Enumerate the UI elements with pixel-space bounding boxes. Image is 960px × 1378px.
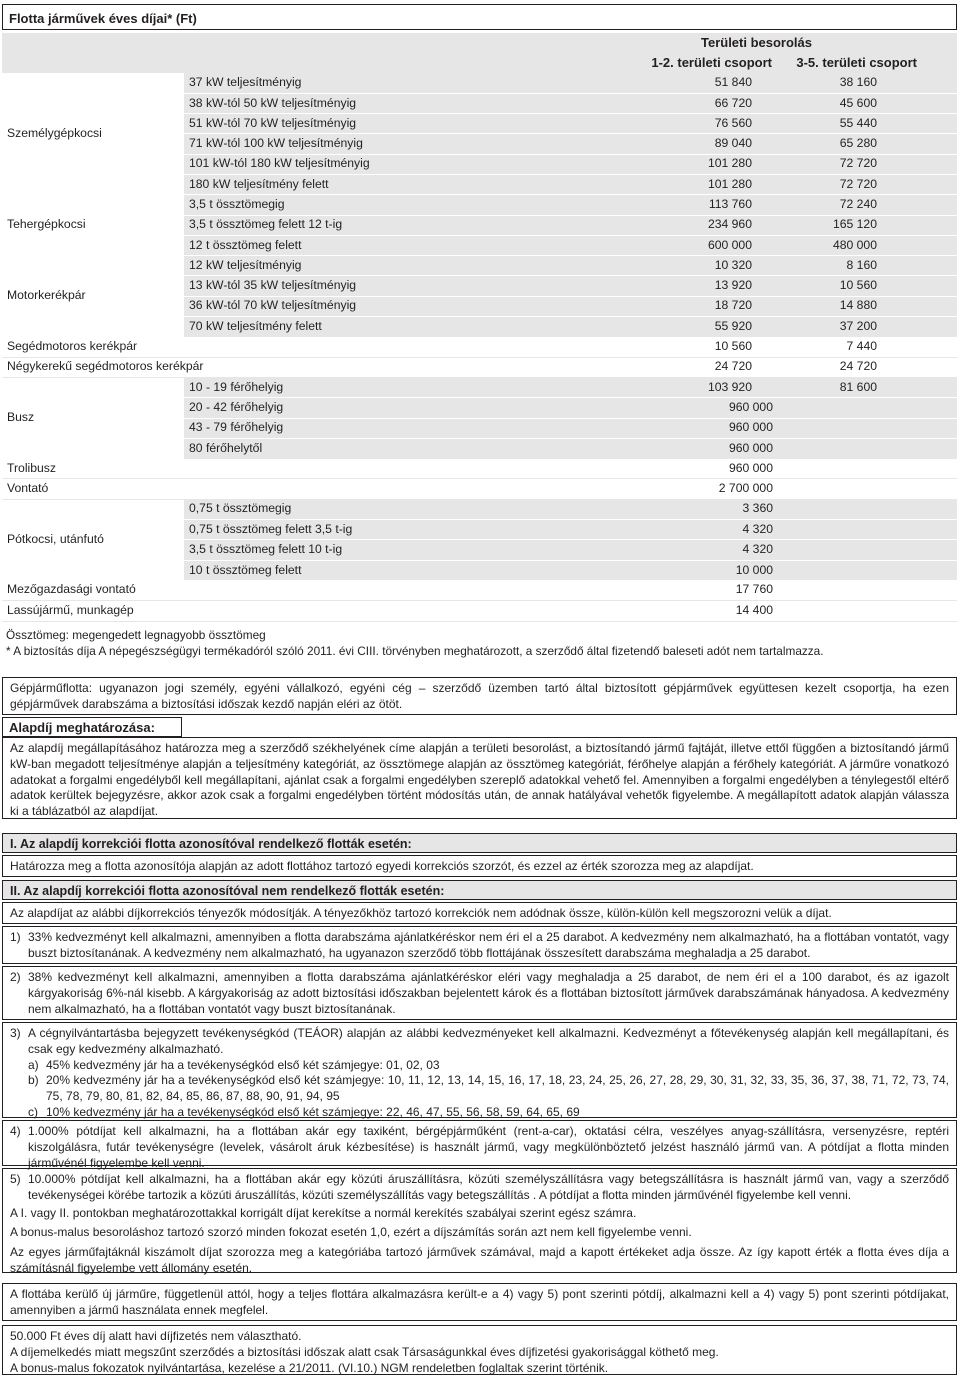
row-v2: 14 880 xyxy=(772,296,957,316)
section-2-heading: II. Az alapdíj korrekciói flotta azonosítóval nem rendelkező flották esetén: xyxy=(2,880,957,900)
row-desc: 38 kW-tól 50 kW teljesítményig xyxy=(184,93,587,113)
row-v1: 113 760 xyxy=(587,195,772,215)
row-v1: 24 720 xyxy=(587,357,772,377)
final-note-3: A bonus-malus fokozatok nyilvántartása, kezelése a 21/2011. (VI.10.) NGM rendeletben foglaltak szerint történik. xyxy=(10,1360,609,1375)
item-number: 2) xyxy=(10,970,21,984)
category-mezogazdasagi: Mezőgazdasági vontató xyxy=(2,580,587,600)
row-v2: 7 440 xyxy=(772,337,957,357)
category-vontato: Vontató xyxy=(2,479,587,499)
row-desc: 36 kW-tól 70 kW teljesítményig xyxy=(184,296,587,316)
table-row xyxy=(2,256,957,276)
row-v2: 65 280 xyxy=(772,134,957,154)
final-note-2: A díjemelkedés miatt megszűnt szerződés a biztosítási időszak alatt csak Társaságunkkal éves díjfizetési gyakorisággal köthető meg. xyxy=(10,1344,719,1359)
item-number: 3) xyxy=(10,1026,21,1040)
header-col3: 1-2. területi csoport xyxy=(587,53,772,73)
row-v2: 24 720 xyxy=(772,357,957,377)
category-tehergepkocsi: Tehergépkocsi xyxy=(7,217,86,232)
row-desc: 43 - 79 férőhelyig xyxy=(184,418,587,438)
fleet-total-note: Az egyes járműfajtáknál kiszámolt díjat szorozza meg a kategóriába tartozó járművek számával, majd a kapott értékeket adja össze. Az így kapott érték a flotta éves díja a számításnál figyelembe vett állomány esetén. xyxy=(10,1245,949,1276)
row-v2: 480 000 xyxy=(772,235,957,255)
row-desc: 71 kW-tól 100 kW teljesítményig xyxy=(184,134,587,154)
table-header-group xyxy=(2,33,957,53)
category-negykereku: Négykerekű segédmotoros kerékpár xyxy=(2,357,587,377)
category-szemelygepkocsi: Személygépkocsi xyxy=(7,125,102,140)
header-col4: 3-5. területi csoport xyxy=(772,53,957,73)
row-desc: 51 kW-tól 70 kW teljesítményig xyxy=(184,114,587,134)
row-v1: 55 920 xyxy=(587,317,772,337)
row-v2: 72 240 xyxy=(772,195,957,215)
row-v: 960 000 xyxy=(587,459,957,479)
row-v: 10 000 xyxy=(587,560,957,580)
row-v1: 51 840 xyxy=(587,73,772,93)
row-v2: 45 600 xyxy=(772,93,957,113)
row-v2: 38 160 xyxy=(772,73,957,93)
row-v1: 89 040 xyxy=(587,134,772,154)
row-v: 14 400 xyxy=(587,601,957,621)
row-v: 17 760 xyxy=(587,580,957,600)
table-notes xyxy=(6,628,956,659)
row-desc: 12 t össztömeg felett xyxy=(184,235,587,255)
row-desc: 3,5 t össztömegig xyxy=(184,195,587,215)
row-v1: 10 320 xyxy=(587,256,772,276)
row-desc: 0,75 t össztömeg felett 3,5 t-ig xyxy=(184,520,587,540)
title-box xyxy=(2,4,957,30)
alapdij-box xyxy=(2,737,957,819)
table-header-cols xyxy=(2,53,957,73)
row-desc: 0,75 t össztömegig xyxy=(184,499,587,519)
row-v1: 600 000 xyxy=(587,235,772,255)
row-v2: 10 560 xyxy=(772,276,957,296)
category-lassujarmu: Lassújármű, munkagép xyxy=(2,601,587,621)
section-2-item-3 xyxy=(2,1022,957,1118)
row-v2: 37 200 xyxy=(772,317,957,337)
row-desc: 20 - 42 férőhelyig xyxy=(184,398,587,418)
bonus-malus-note: A bonus-malus besoroláshoz tartozó szorzó minden fokozat esetén 1,0, ezért a díjszámítás során azt nem kell figyelembe venni. xyxy=(10,1225,692,1240)
category-busz: Busz xyxy=(7,410,35,425)
table-row xyxy=(2,479,957,499)
row-v1: 103 920 xyxy=(587,377,772,397)
rounding-rule: A I. vagy II. pontokban meghatározottakkal korrigált díjat kerekítse a normál kerekítés szabályai szerint egész számra. xyxy=(10,1205,637,1220)
table-row xyxy=(2,580,957,600)
subitem-letter: a) xyxy=(28,1057,39,1072)
row-v: 960 000 xyxy=(587,398,957,418)
section-1-text: Határozza meg a flotta azonosítója alapján az adott flottához tartozó egyedi korrekciós szorzót, és ezzel az érték szorozza meg az alapdíjat. xyxy=(2,855,957,877)
item-number: 4) xyxy=(10,1124,21,1138)
row-desc: 10 t össztömeg felett xyxy=(184,560,587,580)
table-row xyxy=(2,195,957,215)
page-title: Flotta járművek éves díjai* (Ft) xyxy=(9,11,197,26)
new-vehicle-text: A flottába kerülő új járműre, függetlenül attól, hogy a teljes flottára alkalmazásra került-e a 4) vagy 5) pont szerinti pótdíj, alkalmazni kell a 4) vagy 5) pont szerinti pótdíjakat, amennyiben a jármű használata ennek megfelel. xyxy=(10,1287,949,1317)
subitem-text: 10% kedvezmény jár ha a tevékenységkód első két számjegye: 22, 46, 47, 55, 56, 58, 59, 64, 65, 69 xyxy=(46,1105,580,1120)
category-segedmotoros: Segédmotoros kerékpár xyxy=(2,337,587,357)
table-row xyxy=(2,357,957,377)
row-desc: 13 kW-tól 35 kW teljesítményig xyxy=(184,276,587,296)
row-desc: 80 férőhelytől xyxy=(184,438,587,458)
row-v: 3 360 xyxy=(587,499,957,519)
item-text: 38% kedvezményt kell alkalmazni, amennyiben a flotta darabszáma ajánlatkéréskor eléri vagy meghaladja a 25 darabot, de nem éri el a 100 darabot, és az igazolt kárgyakoriság 6%-nál kisebb. A kárgyakoriság az adott biztosítási időszakban bejelentett károk és a flottában biztosított járművek darabszámának hányadosa. A kedvezmény nem alkalmazható, ha a flottában vontatót vagy buszt biztosítanának. xyxy=(28,970,949,1016)
category-trolibusz: Trolibusz xyxy=(2,459,587,479)
row-desc: 37 kW teljesítményig xyxy=(184,73,587,93)
alapdij-text: Az alapdíj megállapításához határozza meg a szerződő székhelyének címe alapján a területi besorolást, a biztosítandó jármű fajtáját, illetve ettől függően a biztosítandó jármű kW-ban megadott teljesítménye alapján a teljesítmény kategóriát, az össztömege alapján az össztömeg kategóriát, férőhelye alapján a férőhely kategóriát. A járműre vonatkozó adatokat a forgalmi engedélyből kell megállapítani, ajánlat csak a forgalmi engedélyben szereplő adatokkal vehető fel. Amennyiben a forgalmi engedélyben a ténylegestől eltérő adatok kerültek bejegyzésre, akkor azok csak a forgalmi engedélyben történt módosítás után, de annak hatályával vehetők figyelembe. A megállapított adatok alapján válassza ki a táblázatból az alapdíjat. xyxy=(10,741,949,819)
table-row xyxy=(2,337,957,357)
table-row xyxy=(2,459,957,479)
row-v1: 10 560 xyxy=(587,337,772,357)
row-desc: 10 - 19 férőhelyig xyxy=(184,377,587,397)
subitem-text: 20% kedvezmény jár ha a tevékenységkód első két számjegye: 10, 11, 12, 13, 14, 15, 16, 17, 18, 23, 24, 25, 26, 27, 28, 29, 30, 31, 32, 33, 35, 36, 37, 38, 71, 72, 73, 74, 75, 78, 79, 80, 81, 82, 84, 85, 86, 87, 88, 90, 91, 94, 95 xyxy=(46,1073,949,1104)
row-desc: 70 kW teljesítmény felett xyxy=(184,317,587,337)
row-desc: 180 kW teljesítmény felett xyxy=(184,174,587,194)
row-desc: 3,5 t össztömeg felett 10 t-ig xyxy=(184,540,587,560)
row-v: 4 320 xyxy=(587,520,957,540)
fleet-definition: Gépjárműflotta: ugyanazon jogi személy, egyéni vállalkozó, egyéni cég – szerződő üzemben tartó által biztosított gépjárművek együttesen kezelt csoportja, ha ezen gépjárművek darabszáma a biztosítási időszak kezdő napján eléri az ötöt. xyxy=(10,681,949,711)
item-text: 1.000% pótdíjat kell alkalmazni, ha a flottában akár egy taxiként, bérgépjárműként (rent-a-car), oktatási célra, veszélyes anyag-szállításra, versenyzésre, reptéri kiszolgálásra, futár tevékenységre (levelek, vásárolt áruk kézbesítése) is használt jármű, vagy megkülönböztető jelzést használó jármű van. A pótdíjat a flotta minden járművénél figyelembe kell venni. xyxy=(28,1124,949,1170)
row-desc: 101 kW-tól 180 kW teljesítményig xyxy=(184,154,587,174)
category-potkocsi: Pótkocsi, utánfutó xyxy=(7,532,104,547)
row-v1: 18 720 xyxy=(587,296,772,316)
subitem-text: 45% kedvezmény jár ha a tevékenységkód első két számjegye: 01, 02, 03 xyxy=(46,1057,440,1072)
row-v1: 76 560 xyxy=(587,114,772,134)
row-v2: 165 120 xyxy=(772,215,957,235)
table-row xyxy=(2,73,957,93)
fee-table xyxy=(2,33,957,622)
row-v2: 8 160 xyxy=(772,256,957,276)
table-row xyxy=(2,601,957,621)
row-v: 960 000 xyxy=(587,438,957,458)
item-number: 5) xyxy=(10,1172,21,1186)
subitem-letter: c) xyxy=(28,1105,38,1120)
row-v2: 81 600 xyxy=(772,377,957,397)
final-notes-box xyxy=(2,1325,957,1375)
row-desc: 12 kW teljesítményig xyxy=(184,256,587,276)
row-desc: 3,5 t össztömeg felett 12 t-ig xyxy=(184,215,587,235)
row-v1: 13 920 xyxy=(587,276,772,296)
section-2-item-2 xyxy=(2,966,957,1020)
header-group-label: Területi besorolás xyxy=(587,33,957,53)
item-number: 1) xyxy=(10,930,21,944)
subitem-letter: b) xyxy=(28,1073,39,1088)
row-v2: 72 720 xyxy=(772,174,957,194)
item-text: 10.000% pótdíjat kell alkalmazni, ha a flottában akár egy közúti áruszállításra, közúti személyszállításra vagy betegszállításra is használt jármű van, vagy a szerződő tevékenységei körébe tartozik a közúti áruszállítás, közúti személyszállítás vagy betegszállítás . A pótdíjat a flotta minden járművénél figyelembe kell venni. xyxy=(28,1172,949,1202)
section-2-item-5 xyxy=(2,1168,957,1276)
table-row xyxy=(2,377,957,397)
row-v: 4 320 xyxy=(587,540,957,560)
row-v: 960 000 xyxy=(587,418,957,438)
section-1-heading: I. Az alapdíj korrekciói flotta azonosítóval rendelkező flották esetén: xyxy=(2,833,957,853)
row-v1: 101 280 xyxy=(587,174,772,194)
section-2-intro: Az alapdíjat az alábbi díjkorrekciós tényezők módosítják. A tényezőkhöz tartozó korrekciók nem adódnak össze, külön-külön kell megszorozni velük a díjat. xyxy=(2,902,957,924)
row-v1: 234 960 xyxy=(587,215,772,235)
row-v: 2 700 000 xyxy=(587,479,957,499)
category-motorkerekpar: Motorkerékpár xyxy=(7,288,86,303)
section-2-item-1 xyxy=(2,926,957,964)
row-v2: 55 440 xyxy=(772,114,957,134)
fleet-definition-box xyxy=(2,677,957,715)
note-ossztomeg: Össztömeg: megengedett legnagyobb össztömeg xyxy=(6,628,266,642)
section-2-item-4 xyxy=(2,1120,957,1170)
item-text: 33% kedvezményt kell alkalmazni, amennyiben a flotta darabszáma ajánlatkéréskor nem éri el a 25 darabot. A kedvezmény nem alkalmazható, ha a flottában vontatót, vagy buszt biztosítanának. A kedvezmény nem alkalmazható, ha ugyanazon szerződő több flottájának összesített darabszáma meghaladja a 25 darabot. xyxy=(28,930,949,960)
final-note-1: 50.000 Ft éves díj alatt havi díjfizetés nem választható. xyxy=(10,1329,302,1343)
table-row xyxy=(2,499,957,519)
alapdij-heading: Alapdíj meghatározása: xyxy=(2,717,182,737)
row-v1: 101 280 xyxy=(587,154,772,174)
item-text: A cégnyilvántartásba bejegyzett tevékenységkód (TEÁOR) alapján az alábbi kedvezményeket kell alkalmazni. Kedvezményt a főtevékenység alapján kell megállapítani, és csak egy kedvezmény alkalmazható. xyxy=(28,1026,949,1056)
note-asterisk: * A biztosítás díja A népegészségügyi termékadóról szóló 2011. évi CIII. törvényben meghatározott, a szerződő által fizetendő baleseti adót nem tartalmazza. xyxy=(6,643,824,658)
row-v1: 66 720 xyxy=(587,93,772,113)
new-vehicle-box xyxy=(2,1283,957,1321)
row-v2: 72 720 xyxy=(772,154,957,174)
